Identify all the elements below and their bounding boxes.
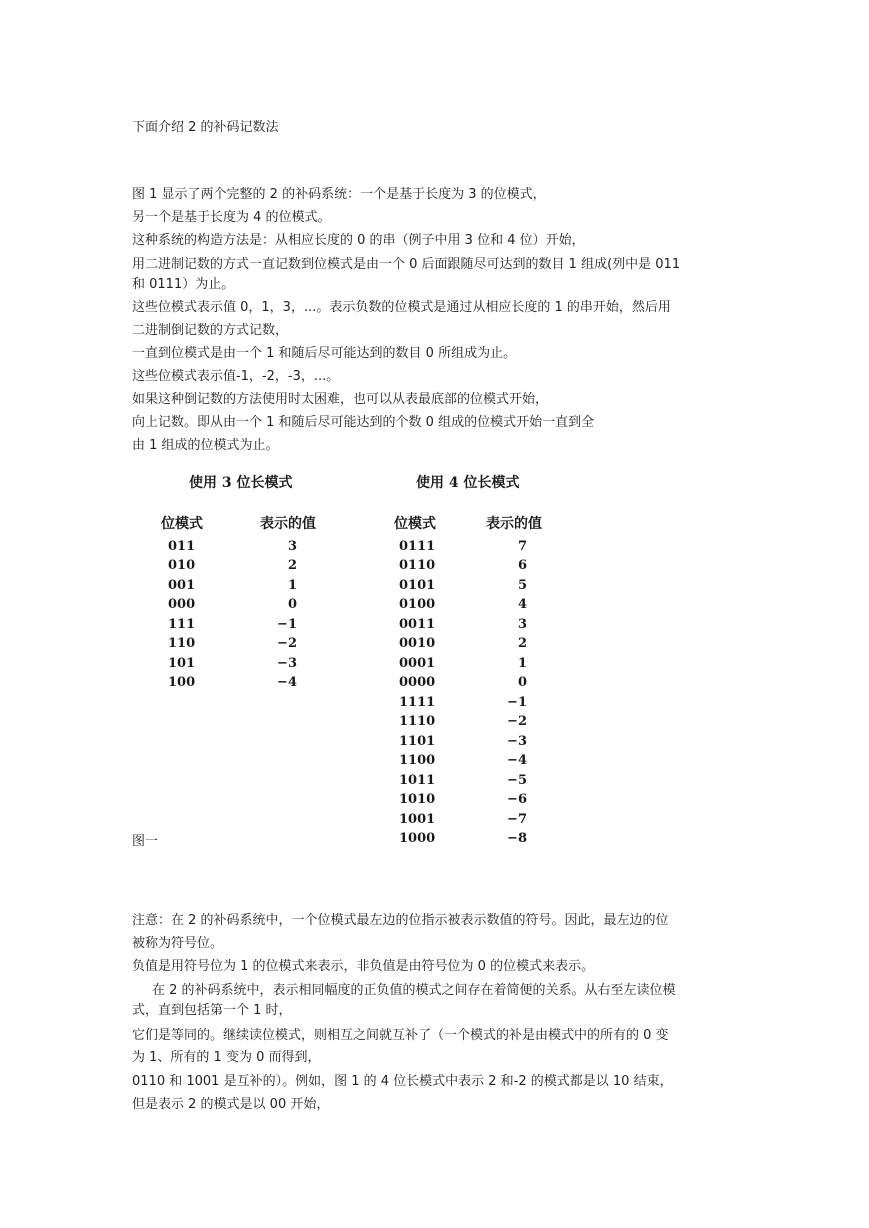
intro-line: 由 1 组成的位模式为止。 — [132, 438, 279, 453]
table-3bit-cell-value: −4 — [277, 675, 297, 690]
note-line: 为 1、所有的 1 变为 0 而得到， — [132, 1050, 321, 1065]
table-4bit-cell-bits: 0110 — [399, 558, 436, 573]
table-3bit-cell-bits: 100 — [168, 675, 196, 690]
note-line: 但是表示 2 的模式是以 00 开始， — [132, 1097, 330, 1112]
table-4bit-cell-value: 6 — [517, 558, 527, 573]
intro-line: 这种系统的构造方法是：从相应长度的 0 的串（例子中用 3 位和 4 位）开始， — [132, 233, 585, 248]
table-3bit-cell-bits: 001 — [168, 578, 196, 593]
intro-line: 和 0111）为止。 — [132, 277, 235, 292]
table-4bit-col-value: 表示的值 — [486, 516, 542, 532]
note-line: 在 2 的补码系统中，表示相同幅度的正负值的模式之间存在着简便的关系。从右至左读位模 — [152, 983, 676, 998]
table-4bit-cell-value: −2 — [507, 714, 527, 729]
intro-line: 向上记数。即从由一个 1 和随后尽可能达到的个数 0 组成的位模式开始一直到全 — [132, 415, 595, 430]
table-4bit-cell-bits: 0010 — [399, 636, 436, 651]
intro-line: 这些位模式表示值-1，-2，-3，...。 — [132, 369, 340, 384]
table-4bit-cell-bits: 1100 — [399, 753, 436, 768]
figure-caption: 图一 — [132, 834, 159, 849]
table-3bit-cell-value: −2 — [277, 636, 297, 651]
table-4bit-cell-value: −4 — [507, 753, 527, 768]
table-4bit-cell-value: 3 — [517, 617, 527, 632]
table-4bit-cell-value: −1 — [507, 695, 527, 710]
table-3bit-cell-value: 2 — [287, 558, 297, 573]
table-4bit-cell-bits: 1001 — [399, 812, 436, 827]
table-3bit-cell-bits: 101 — [168, 656, 196, 671]
table-3bit-col-bits: 位模式 — [161, 516, 203, 532]
note-line: 它们是等同的。继续读位模式，则相互之间就互补了（一个模式的补是由模式中的所有的 0 变 — [132, 1028, 669, 1043]
note-line: 负值是用符号位为 1 的位模式来表示，非负值是由符号位为 0 的位模式来表示。 — [132, 959, 595, 974]
table-3bit-cell-bits: 000 — [168, 597, 196, 612]
table-4bit-cell-value: 4 — [517, 597, 527, 612]
page-heading: 下面介绍 2 的补码记数法 — [132, 120, 279, 135]
table-4bit-cell-value: −8 — [507, 831, 527, 846]
table-3bit-title: 使用 3 位长模式 — [189, 475, 293, 491]
table-4bit-cell-bits: 0011 — [399, 617, 436, 632]
table-4bit-cell-bits: 1010 — [399, 792, 436, 807]
note-line: 注意：在 2 的补码系统中，一个位模式最左边的位指示被表示数值的符号。因此，最左边的位 — [132, 913, 669, 928]
table-4bit-cell-value: 1 — [517, 656, 527, 671]
table-3bit-cell-value: −3 — [277, 656, 297, 671]
table-3bit-cell-value: 3 — [287, 539, 297, 554]
table-4bit-cell-bits: 0000 — [399, 675, 436, 690]
table-4bit-cell-value: −7 — [507, 812, 527, 827]
intro-line: 一直到位模式是由一个 1 和随后尽可能达到的数目 0 所组成为止。 — [132, 346, 517, 361]
table-4bit-cell-value: −5 — [507, 773, 527, 788]
table-4bit-cell-bits: 1110 — [399, 714, 436, 729]
table-4bit-cell-bits: 1111 — [399, 695, 436, 710]
table-4bit-cell-value: 0 — [517, 675, 527, 690]
table-3bit-cell-bits: 010 — [168, 558, 196, 573]
intro-line: 另一个是基于长度为 4 的位模式。 — [132, 210, 331, 225]
table-3bit-cell-bits: 111 — [168, 617, 196, 632]
table-4bit-cell-bits: 0111 — [399, 539, 436, 554]
note-line: 被称为符号位。 — [132, 936, 224, 951]
intro-line: 用二进制记数的方式一直记数到位模式是由一个 0 后面跟随尽可达到的数目 1 组成(列中是 011 — [132, 257, 681, 272]
table-4bit-cell-value: 2 — [517, 636, 527, 651]
table-4bit-cell-value: −3 — [507, 734, 527, 749]
table-3bit-cell-bits: 110 — [168, 636, 196, 651]
table-4bit-col-bits: 位模式 — [394, 516, 436, 532]
table-3bit-cell-value: 1 — [287, 578, 297, 593]
intro-line: 如果这种倒记数的方法使用时太困难，也可以从表最底部的位模式开始， — [132, 392, 549, 407]
note-line: 式，直到包括第一个 1 时， — [132, 1003, 292, 1018]
intro-line: 二进制倒记数的方式记数， — [132, 323, 289, 338]
intro-line: 图 1 显示了两个完整的 2 的补码系统：一个是基于长度为 3 的位模式， — [132, 187, 546, 202]
note-line: 0110 和 1001 是互补的）。例如，图 1 的 4 位长模式中表示 2 和-2 的模式都是以 10 结束， — [132, 1074, 673, 1089]
table-4bit-cell-bits: 0100 — [399, 597, 436, 612]
table-4bit-title: 使用 4 位长模式 — [416, 475, 520, 491]
table-4bit-cell-value: 5 — [517, 578, 527, 593]
table-4bit-cell-bits: 1011 — [399, 773, 436, 788]
table-4bit-cell-bits: 0001 — [399, 656, 436, 671]
table-3bit-cell-value: 0 — [287, 597, 297, 612]
table-4bit-cell-value: −6 — [507, 792, 527, 807]
table-4bit-cell-bits: 1000 — [399, 831, 436, 846]
table-3bit-col-value: 表示的值 — [260, 516, 316, 532]
table-4bit-cell-bits: 0101 — [399, 578, 436, 593]
table-4bit-cell-value: 7 — [517, 539, 527, 554]
intro-line: 这些位模式表示值 0，1，3，...。表示负数的位模式是通过从相应长度的 1 的串开始，然后用 — [132, 300, 671, 315]
table-4bit-cell-bits: 1101 — [399, 734, 436, 749]
table-3bit-cell-bits: 011 — [168, 539, 196, 554]
table-3bit-cell-value: −1 — [277, 617, 297, 632]
